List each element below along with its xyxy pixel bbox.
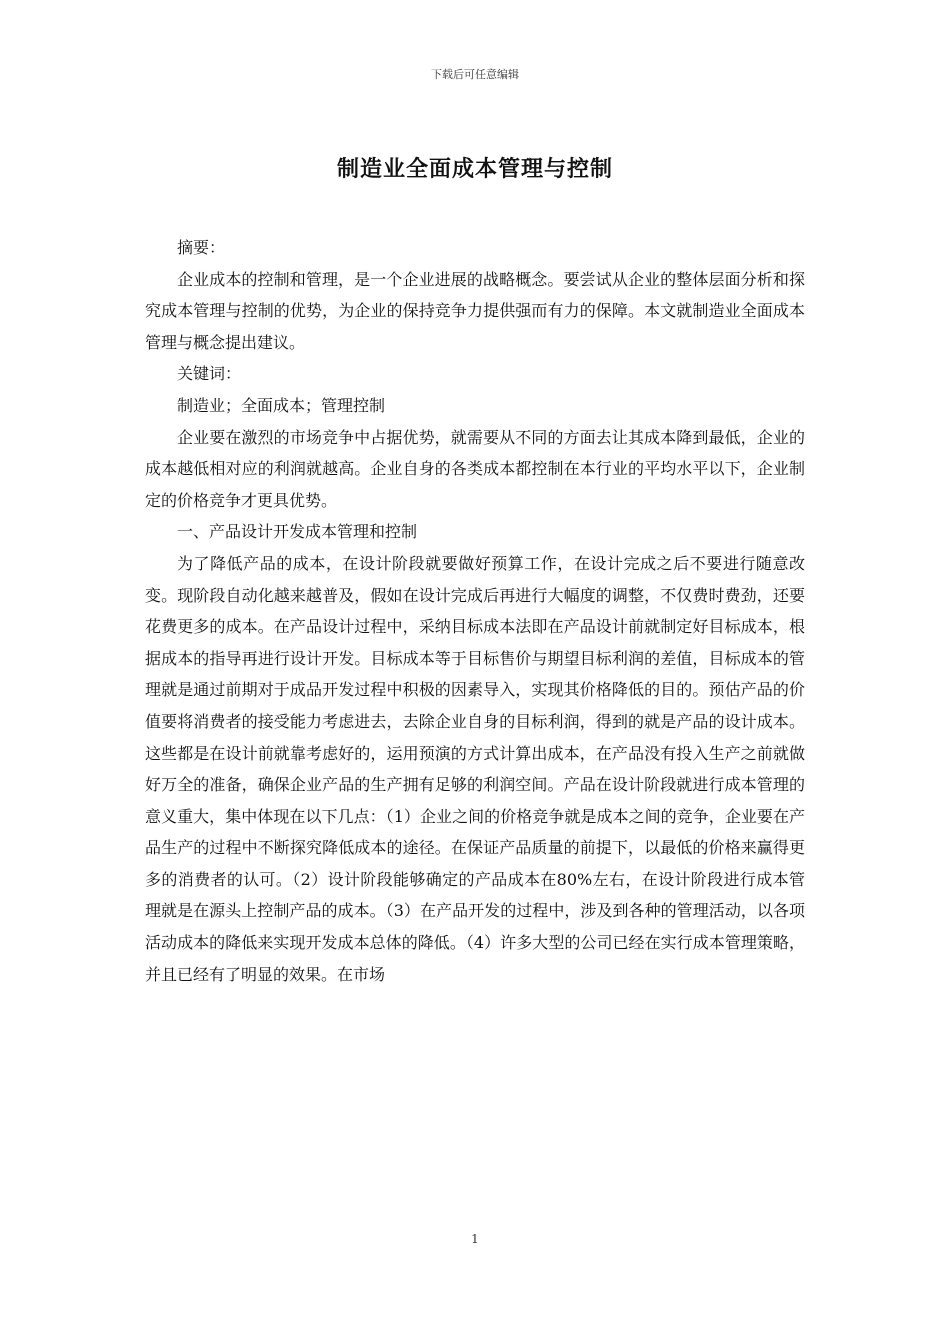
body-text <box>145 232 805 990</box>
header-note: 下载后可任意编辑 <box>431 68 519 81</box>
section-1-paragraph: 为了降低产品的成本，在设计阶段就要做好预算工作，在设计完成之后不要进行随意改变。现阶段自动化越来越普及，假如在设计完成后再进行大幅度的调整，不仅费时费劲，还要花费更多的成本。在产品设计过程中，采纳目标成本法即在产品设计前就制定好目标成本，根据成本的指导再进行设计开发。目标成本等于目标售价与期望目标利润的差值，目标成本的管理就是通过前期对于成品开发过程中积极的因素导入，实现其价格降低的目的。预估产品的价值要将消费者的接受能力考虑进去，去除企业自身的目标利润，得到的就是产品的设计成本。这些都是在设计前就靠考虑好的，运用预演的方式计算出成本，在产品没有投入生产之前就做好万全的准备，确保企业产品的生产拥有足够的利润空间。产品在设计阶段就进行成本管理的意义重大，集中体现在以下几点：（1）企业之间的价格竞争就是成本之间的竞争，企业要在产品生产的过程中不断探究降低成本的途径。在保证产品质量的前提下，以最低的价格来赢得更多的消费者的认可。（2）设计阶段能够确定的产品成本在80%左右，在设计阶段进行成本管理就是在源头上控制产品的成本。（3）在产品开发的过程中，涉及到各种的管理活动，以各项活动成本的降低来实现开发成本总体的降低。（4）许多大型的公司已经在实行成本管理策略，并且已经有了明显的效果。在市场 <box>145 553 805 984</box>
document-title: 制造业全面成本管理与控制 <box>336 156 613 182</box>
page-number: 1 <box>471 1232 479 1246</box>
abstract-paragraph: 企业成本的控制和管理，是一个企业进展的战略概念。要尝试从企业的整体层面分析和探究成本管理与控制的优势，为企业的保持竞争力提供强而有力的保障。本文就制造业全面成本管理与概念提出建议。 <box>145 269 805 352</box>
keywords-paragraph: 制造业；全面成本；管理控制 <box>177 395 386 415</box>
keywords-label: 关键词： <box>177 364 242 384</box>
section-heading-1: 一、产品设计开发成本管理和控制 <box>177 522 418 542</box>
intro-paragraph: 企业要在激烈的市场竞争中占据优势，就需要从不同的方面去让其成本降到最低，企业的成本越低相对应的利润就越高。企业自身的各类成本都控制在本行业的平均水平以下，企业制定的价格竞争才更具优势。 <box>145 427 805 510</box>
abstract-label: 摘要： <box>177 238 226 257</box>
